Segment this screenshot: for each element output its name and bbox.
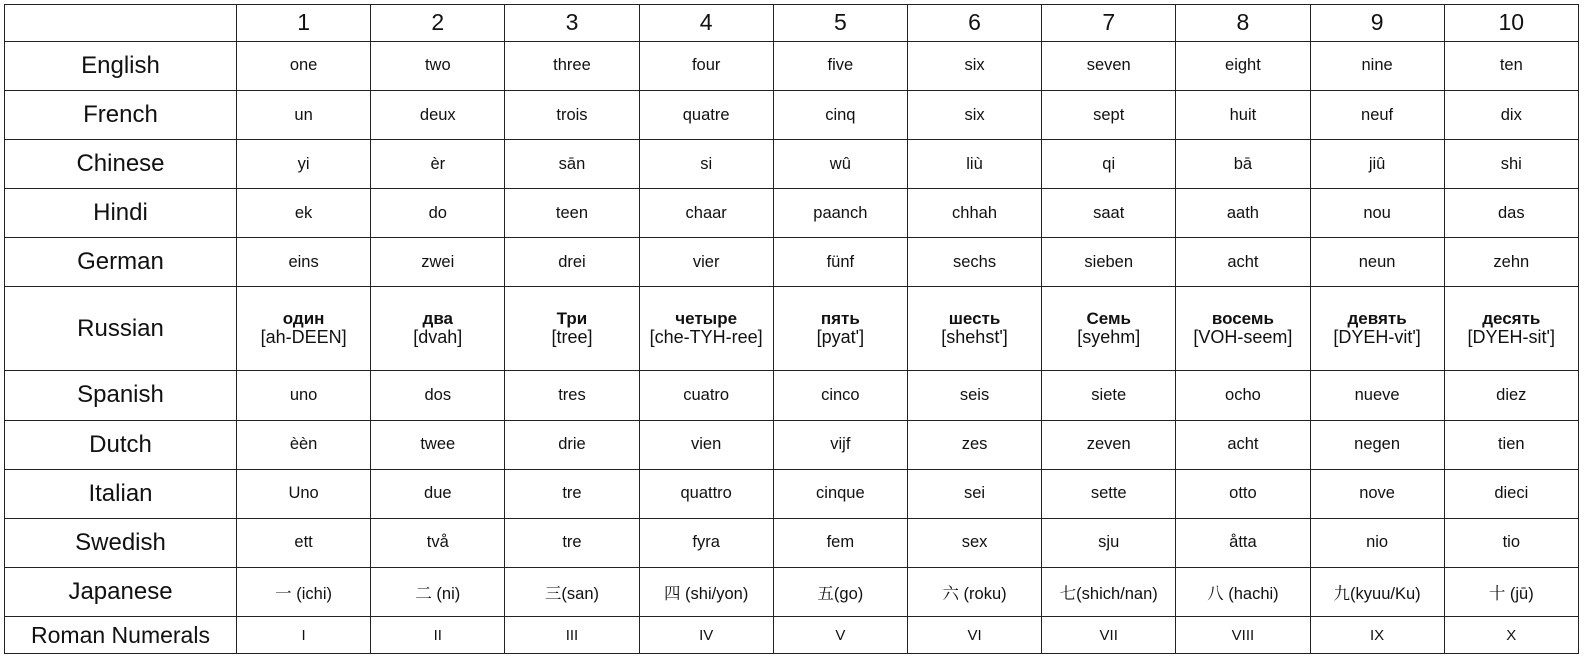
word-cell: èr — [371, 140, 505, 189]
word-cell: 三(san) — [505, 567, 639, 616]
row-roman-numerals — [5, 617, 1579, 654]
word-cell: fyra — [639, 518, 773, 567]
word-cell: 一 (ichi) — [237, 567, 371, 616]
word-cell: sieben — [1042, 238, 1176, 287]
word-cell: Uno — [237, 469, 371, 518]
row-french — [5, 90, 1579, 139]
russian-word: десять — [1482, 309, 1541, 329]
word-cell: negen — [1310, 420, 1444, 469]
word-cell — [1444, 287, 1578, 371]
number-header-5: 5 — [773, 5, 907, 42]
word-cell: ten — [1444, 41, 1578, 90]
word-cell: II — [371, 617, 505, 654]
number-header-2: 2 — [371, 5, 505, 42]
word-cell: drei — [505, 238, 639, 287]
word-cell: zeven — [1042, 420, 1176, 469]
word-cell: drie — [505, 420, 639, 469]
russian-word: четыре — [675, 309, 738, 329]
word-cell: saat — [1042, 189, 1176, 238]
word-cell: wû — [773, 140, 907, 189]
word-cell: shi — [1444, 140, 1578, 189]
word-cell: quatre — [639, 90, 773, 139]
word-cell: nove — [1310, 469, 1444, 518]
word-cell: das — [1444, 189, 1578, 238]
language-label-russian: Russian — [5, 287, 237, 371]
russian-word: восемь — [1211, 309, 1274, 329]
russian-pronunciation: [ah-DEEN] — [260, 327, 347, 348]
russian-word: пять — [820, 309, 860, 329]
word-cell — [505, 287, 639, 371]
word-cell: två — [371, 518, 505, 567]
russian-pronunciation: [tree] — [551, 327, 593, 348]
russian-pronunciation: [VOH-seem] — [1193, 327, 1293, 348]
word-cell: acht — [1176, 238, 1310, 287]
word-cell: IX — [1310, 617, 1444, 654]
word-cell: sechs — [907, 238, 1041, 287]
word-cell: nio — [1310, 518, 1444, 567]
word-cell: nine — [1310, 41, 1444, 90]
word-cell — [1176, 287, 1310, 371]
word-cell: ocho — [1176, 371, 1310, 420]
word-cell: V — [773, 617, 907, 654]
word-cell — [773, 287, 907, 371]
number-header-8: 8 — [1176, 5, 1310, 42]
word-cell: 六 (roku) — [907, 567, 1041, 616]
word-cell: chaar — [639, 189, 773, 238]
word-cell: dieci — [1444, 469, 1578, 518]
word-cell: bā — [1176, 140, 1310, 189]
word-cell: tio — [1444, 518, 1578, 567]
language-label-spanish: Spanish — [5, 371, 237, 420]
word-cell: sex — [907, 518, 1041, 567]
number-header-3: 3 — [505, 5, 639, 42]
language-label-italian: Italian — [5, 469, 237, 518]
word-cell: åtta — [1176, 518, 1310, 567]
row-dutch — [5, 420, 1579, 469]
russian-word: Семь — [1086, 309, 1131, 329]
language-label-japanese: Japanese — [5, 567, 237, 616]
word-cell: teen — [505, 189, 639, 238]
russian-pronunciation: [DYEH-sit'] — [1467, 327, 1555, 348]
russian-word: девять — [1347, 309, 1407, 329]
number-header-1: 1 — [237, 5, 371, 42]
word-cell: four — [639, 41, 773, 90]
word-cell: two — [371, 41, 505, 90]
word-cell: diez — [1444, 371, 1578, 420]
word-cell: one — [237, 41, 371, 90]
word-cell: I — [237, 617, 371, 654]
row-swedish — [5, 518, 1579, 567]
word-cell: 五(go) — [773, 567, 907, 616]
word-cell: zwei — [371, 238, 505, 287]
russian-word: один — [282, 309, 325, 329]
word-cell: tre — [505, 518, 639, 567]
word-cell: neuf — [1310, 90, 1444, 139]
word-cell — [639, 287, 773, 371]
word-cell: six — [907, 41, 1041, 90]
word-cell: tien — [1444, 420, 1578, 469]
language-label-hindi: Hindi — [5, 189, 237, 238]
word-cell: nueve — [1310, 371, 1444, 420]
row-chinese — [5, 140, 1579, 189]
word-cell — [1310, 287, 1444, 371]
corner-cell — [5, 5, 237, 42]
word-cell: zehn — [1444, 238, 1578, 287]
word-cell: otto — [1176, 469, 1310, 518]
row-german — [5, 238, 1579, 287]
word-cell: sei — [907, 469, 1041, 518]
word-cell: 八 (hachi) — [1176, 567, 1310, 616]
numbers-table — [4, 4, 1579, 654]
word-cell: quattro — [639, 469, 773, 518]
word-cell: three — [505, 41, 639, 90]
russian-word: Три — [556, 309, 588, 329]
word-cell: 十 (jū) — [1444, 567, 1578, 616]
word-cell: un — [237, 90, 371, 139]
row-japanese — [5, 567, 1579, 616]
language-label-dutch: Dutch — [5, 420, 237, 469]
word-cell: trois — [505, 90, 639, 139]
word-cell: 二 (ni) — [371, 567, 505, 616]
language-label-german: German — [5, 238, 237, 287]
word-cell: VII — [1042, 617, 1176, 654]
word-cell: siete — [1042, 371, 1176, 420]
word-cell: 四 (shi/yon) — [639, 567, 773, 616]
russian-pronunciation: [pyat'] — [816, 327, 865, 348]
word-cell: paanch — [773, 189, 907, 238]
number-header-7: 7 — [1042, 5, 1176, 42]
language-label-roman-numerals: Roman Numerals — [5, 617, 237, 654]
word-cell: aath — [1176, 189, 1310, 238]
russian-pronunciation: [syehm] — [1077, 327, 1141, 348]
word-cell: five — [773, 41, 907, 90]
word-cell: III — [505, 617, 639, 654]
russian-pronunciation: [che-TYH-ree] — [649, 327, 763, 348]
word-cell: vijf — [773, 420, 907, 469]
word-cell: chhah — [907, 189, 1041, 238]
word-cell: seis — [907, 371, 1041, 420]
word-cell: dix — [1444, 90, 1578, 139]
word-cell: qi — [1042, 140, 1176, 189]
word-cell: fem — [773, 518, 907, 567]
row-english — [5, 41, 1579, 90]
word-cell: sju — [1042, 518, 1176, 567]
word-cell: X — [1444, 617, 1578, 654]
word-cell: cinque — [773, 469, 907, 518]
word-cell: si — [639, 140, 773, 189]
russian-pronunciation: [dvah] — [413, 327, 463, 348]
word-cell: deux — [371, 90, 505, 139]
word-cell: huit — [1176, 90, 1310, 139]
word-cell: 七(shich/nan) — [1042, 567, 1176, 616]
word-cell — [907, 287, 1041, 371]
word-cell — [371, 287, 505, 371]
word-cell: acht — [1176, 420, 1310, 469]
word-cell: six — [907, 90, 1041, 139]
number-header-9: 9 — [1310, 5, 1444, 42]
word-cell: neun — [1310, 238, 1444, 287]
word-cell: tres — [505, 371, 639, 420]
word-cell: cinco — [773, 371, 907, 420]
word-cell: jiû — [1310, 140, 1444, 189]
word-cell: uno — [237, 371, 371, 420]
word-cell: cuatro — [639, 371, 773, 420]
russian-word: шесть — [948, 309, 1001, 329]
word-cell: sān — [505, 140, 639, 189]
number-header-10: 10 — [1444, 5, 1578, 42]
word-cell: tre — [505, 469, 639, 518]
row-russian — [5, 287, 1579, 371]
word-cell: nou — [1310, 189, 1444, 238]
word-cell: liù — [907, 140, 1041, 189]
word-cell: vier — [639, 238, 773, 287]
language-label-english: English — [5, 41, 237, 90]
language-label-swedish: Swedish — [5, 518, 237, 567]
word-cell: 九(kyuu/Ku) — [1310, 567, 1444, 616]
word-cell: yi — [237, 140, 371, 189]
row-hindi — [5, 189, 1579, 238]
word-cell: eins — [237, 238, 371, 287]
language-label-chinese: Chinese — [5, 140, 237, 189]
word-cell: ett — [237, 518, 371, 567]
word-cell: vien — [639, 420, 773, 469]
number-header-6: 6 — [907, 5, 1041, 42]
word-cell: IV — [639, 617, 773, 654]
word-cell: sept — [1042, 90, 1176, 139]
word-cell: fünf — [773, 238, 907, 287]
word-cell: zes — [907, 420, 1041, 469]
header-row — [5, 5, 1579, 42]
word-cell: ek — [237, 189, 371, 238]
word-cell: seven — [1042, 41, 1176, 90]
russian-pronunciation: [shehst'] — [941, 327, 1008, 348]
word-cell: VIII — [1176, 617, 1310, 654]
word-cell: èèn — [237, 420, 371, 469]
word-cell: VI — [907, 617, 1041, 654]
word-cell — [237, 287, 371, 371]
word-cell — [1042, 287, 1176, 371]
word-cell: dos — [371, 371, 505, 420]
row-italian — [5, 469, 1579, 518]
word-cell: sette — [1042, 469, 1176, 518]
word-cell: twee — [371, 420, 505, 469]
number-header-4: 4 — [639, 5, 773, 42]
word-cell: do — [371, 189, 505, 238]
language-label-french: French — [5, 90, 237, 139]
russian-word: два — [422, 309, 454, 329]
row-spanish — [5, 371, 1579, 420]
word-cell: due — [371, 469, 505, 518]
russian-pronunciation: [DYEH-vit'] — [1333, 327, 1421, 348]
word-cell: cinq — [773, 90, 907, 139]
word-cell: eight — [1176, 41, 1310, 90]
